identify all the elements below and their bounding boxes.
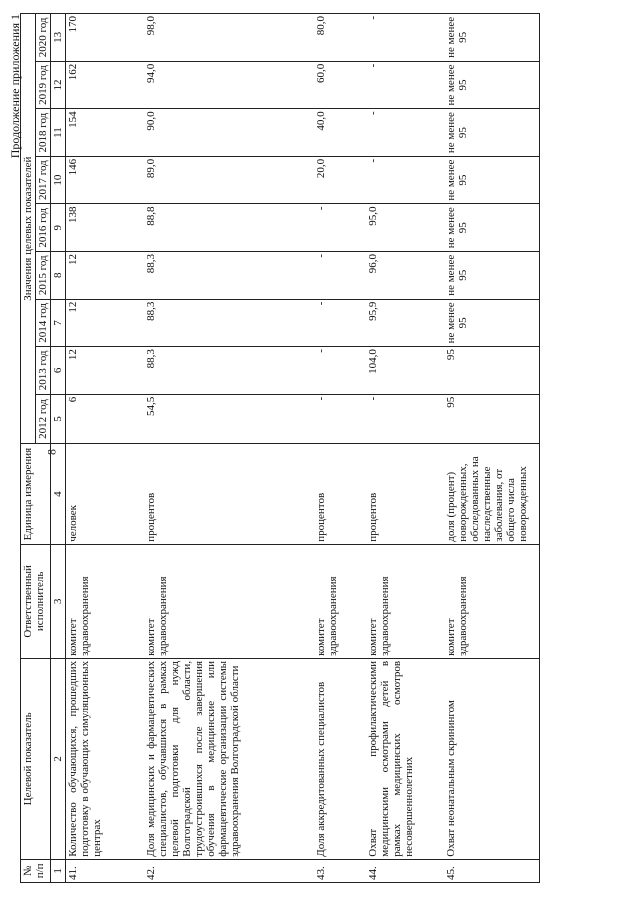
header-values-group: Значения целевых показателей xyxy=(21,14,36,444)
row-executor: комитет здравоохранения xyxy=(444,544,540,658)
row-value: 95,9 xyxy=(366,299,444,347)
row-value: 89,0 xyxy=(144,156,314,204)
row-value: 12 xyxy=(66,252,144,300)
row-value: 12 xyxy=(66,347,144,395)
row-no: 42. xyxy=(144,859,314,882)
column-number: 4 xyxy=(51,444,66,544)
row-value: 138 xyxy=(66,204,144,252)
column-number: 6 xyxy=(51,347,66,395)
row-value: - xyxy=(314,252,366,300)
row-executor: комитет здравоохранения xyxy=(366,544,444,658)
appendix-title: Продолжение приложения 1 xyxy=(8,14,22,159)
row-value: 98,0 xyxy=(144,14,314,62)
header-year: 2019 год xyxy=(36,61,51,109)
row-value: не менее 95 xyxy=(444,299,540,347)
row-value: 95 xyxy=(444,347,540,395)
row-value: 80,0 xyxy=(314,14,366,62)
column-number: 5 xyxy=(51,394,66,444)
row-indicator: Доля аккредитованных специалистов xyxy=(314,658,366,859)
row-indicator: Доля медицинских и фармацевтических специалистов, обучавшихся в рамках целевой подготовки для нужд Волгоградской области, трудоустроившихся после завершения обучения в медицинские или фармацевтические организации системы здравоохранения Волгоградской области xyxy=(144,658,314,859)
row-value: - xyxy=(314,299,366,347)
header-year: 2013 год xyxy=(36,347,51,395)
row-value: - xyxy=(366,394,444,444)
row-indicator: Охват неонатальным скринингом xyxy=(444,658,540,859)
row-value: 6 xyxy=(66,394,144,444)
column-number: 12 xyxy=(51,61,66,109)
row-value: - xyxy=(314,347,366,395)
header-year: 2020 год xyxy=(36,14,51,62)
row-indicator: Охват профилактическими медицинскими осмотрами детей в рамках медицинских осмотров несовершеннолетних xyxy=(366,658,444,859)
header-year: 2016 год xyxy=(36,204,51,252)
row-no: 44. xyxy=(366,859,444,882)
row-unit: процентов xyxy=(314,444,366,544)
column-number: 3 xyxy=(51,544,66,658)
row-unit: доля (процент) новорожденных, обследованных на наследственные заболевания, от общего числа новорожденных xyxy=(444,444,540,544)
row-no: 45. xyxy=(444,859,540,882)
column-number: 2 xyxy=(51,658,66,859)
row-value: не менее 95 xyxy=(444,204,540,252)
table-row xyxy=(66,14,144,883)
column-number: 9 xyxy=(51,204,66,252)
row-value: 104,0 xyxy=(366,347,444,395)
header-year: 2012 год xyxy=(36,394,51,444)
column-number: 10 xyxy=(51,156,66,204)
row-value: не менее 95 xyxy=(444,14,540,62)
row-value: - xyxy=(366,156,444,204)
column-number: 1 xyxy=(51,859,66,882)
table-row xyxy=(366,14,444,883)
page-number: 8 xyxy=(44,449,59,455)
header-year: 2018 год xyxy=(36,109,51,157)
row-value: 60,0 xyxy=(314,61,366,109)
column-number: 11 xyxy=(51,109,66,157)
row-value: 88,3 xyxy=(144,347,314,395)
column-number: 8 xyxy=(51,252,66,300)
row-executor: комитет здравоохранения xyxy=(314,544,366,658)
table-row xyxy=(444,14,540,883)
row-value: 170 xyxy=(66,14,144,62)
table-row xyxy=(314,14,366,883)
row-value: - xyxy=(314,394,366,444)
table-row xyxy=(144,14,314,883)
row-value: не менее 95 xyxy=(444,109,540,157)
column-number: 13 xyxy=(51,14,66,62)
row-unit: процентов xyxy=(144,444,314,544)
row-value: 88,8 xyxy=(144,204,314,252)
row-value: не менее 95 xyxy=(444,61,540,109)
row-no: 41. xyxy=(66,859,144,882)
column-number: 7 xyxy=(51,299,66,347)
row-value: 88,3 xyxy=(144,252,314,300)
row-value: 146 xyxy=(66,156,144,204)
row-value: 88,3 xyxy=(144,299,314,347)
row-value: 154 xyxy=(66,109,144,157)
row-value: 95,0 xyxy=(366,204,444,252)
header-year: 2014 год xyxy=(36,299,51,347)
row-value: 90,0 xyxy=(144,109,314,157)
row-value: - xyxy=(314,204,366,252)
row-indicator: Количество обучающихся, прошедших подготовку в обучающих симуляционных центрах xyxy=(66,658,144,859)
header-indicator: Целевой показатель xyxy=(21,658,51,859)
header-year: 2015 год xyxy=(36,252,51,300)
row-executor: комитет здравоохранения xyxy=(66,544,144,658)
row-value: 162 xyxy=(66,61,144,109)
row-value: - xyxy=(366,61,444,109)
row-value: не менее 95 xyxy=(444,252,540,300)
row-value: 95 xyxy=(444,394,540,444)
row-value: - xyxy=(366,109,444,157)
header-executor: Ответственный исполнитель xyxy=(21,544,51,658)
row-value: не менее 95 xyxy=(444,156,540,204)
row-value: 94,0 xyxy=(144,61,314,109)
header-year: 2017 год xyxy=(36,156,51,204)
row-value: 54,5 xyxy=(144,394,314,444)
indicators-table xyxy=(20,13,540,883)
row-value: 12 xyxy=(66,299,144,347)
row-value: 96,0 xyxy=(366,252,444,300)
row-unit: процентов xyxy=(366,444,444,544)
row-no: 43. xyxy=(314,859,366,882)
row-unit: человек xyxy=(66,444,144,544)
row-value: - xyxy=(366,14,444,62)
header-no: № п/п xyxy=(21,859,51,882)
row-executor: комитет здравоохранения xyxy=(144,544,314,658)
row-value: 20,0 xyxy=(314,156,366,204)
header-unit: Единица измерения xyxy=(21,444,51,544)
row-value: 40,0 xyxy=(314,109,366,157)
